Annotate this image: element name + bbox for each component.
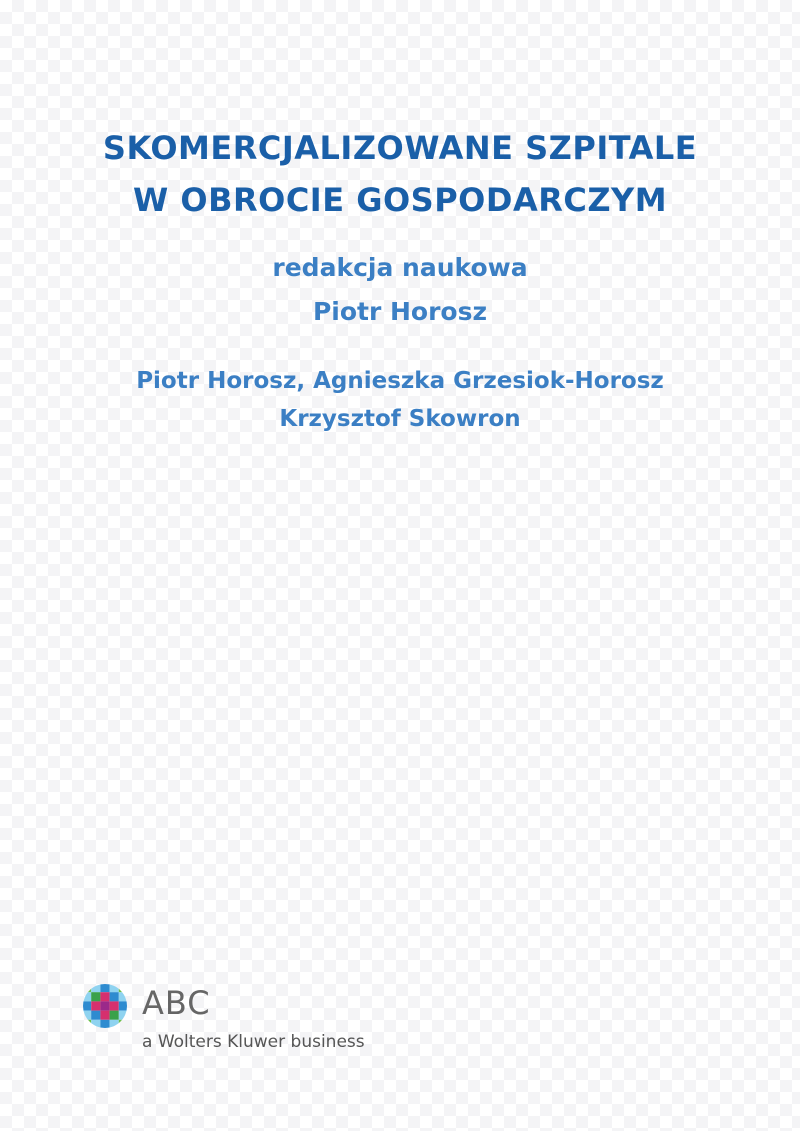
- book-title: [0, 122, 800, 226]
- authors-line-1: Piotr Horosz, Agnieszka Grzesiok-Horosz: [136, 368, 664, 394]
- authors-block: [0, 362, 800, 438]
- editor-label: redakcja naukowa: [272, 253, 528, 282]
- publisher-block: [82, 983, 402, 1063]
- editor-name: Piotr Horosz: [312, 297, 488, 326]
- publisher-name: ABC: [142, 984, 211, 1022]
- book-title-line-2: W OBROCIE GOSPODARCZYM: [132, 181, 668, 219]
- authors-line-2: Krzysztof Skowron: [279, 406, 521, 432]
- book-title-line-1: SKOMERCJALIZOWANE SZPITALE: [102, 129, 698, 167]
- editor-block: [0, 246, 800, 334]
- wolters-kluwer-globe-icon: [82, 983, 128, 1029]
- publisher-tagline: a Wolters Kluwer business: [142, 1032, 365, 1052]
